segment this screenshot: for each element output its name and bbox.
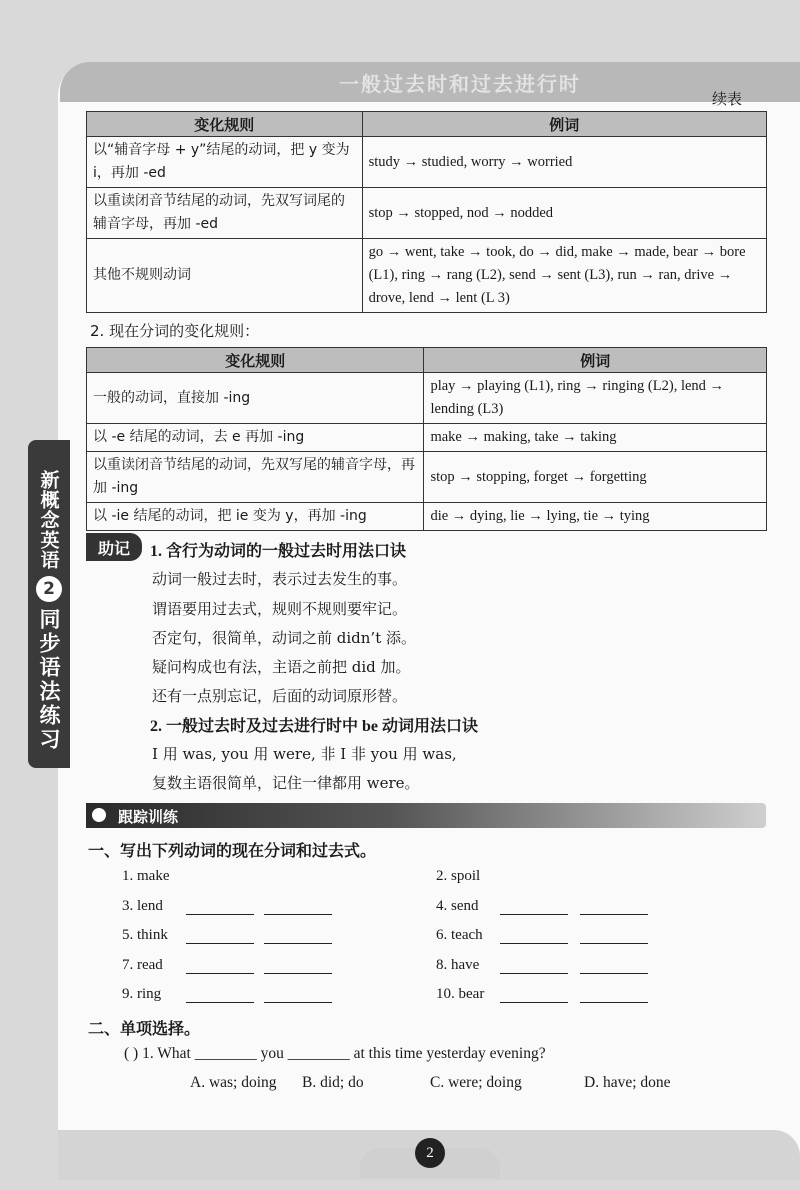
continued-label: 续表	[712, 90, 743, 108]
chapter-banner: 一般过去时和过去进行时	[339, 72, 581, 96]
mc-question-stem: ( ) 1. What ________ you ________ at this time yesterday evening?	[124, 1045, 546, 1062]
memo-title-1: 1. 含行为动词的一般过去时用法口诀	[150, 543, 407, 560]
answer-blank[interactable]	[500, 943, 568, 944]
table2-header-example: 例词	[424, 348, 767, 373]
table1-rule: 其他不规则动词	[87, 239, 363, 313]
side-tab-subtitle: 同步语法练习	[37, 608, 61, 752]
table2-header-rule: 变化规则	[87, 348, 424, 373]
table2-rule: 以 -ie 结尾的动词，把 ie 变为 y，再加 -ing	[87, 503, 424, 531]
memo-line: 复数主语很简单，记住一律都用 were。	[152, 774, 420, 792]
bullet-dot-icon	[92, 808, 106, 822]
exercise-word: 6. teach	[436, 927, 483, 943]
exercise-word: 8. have	[436, 957, 480, 973]
answer-blank[interactable]	[580, 943, 648, 944]
answer-blank[interactable]	[186, 973, 254, 974]
memo-tag: 助记	[86, 533, 142, 561]
table1-example: go → went, take → took, do → did, make → made, bear → bore (L1), ring → rang (L2), send → sent (L3), run → ran, drive → drove, lend → lent (L 3)	[362, 239, 766, 313]
training-title: 跟踪训练	[118, 808, 179, 826]
side-tab-title: 新概念英语	[37, 470, 60, 570]
mc-option-d[interactable]: D. have; done	[584, 1074, 671, 1091]
section2-title: 2. 现在分词的变化规则：	[90, 322, 260, 340]
answer-blank[interactable]	[264, 973, 332, 974]
mc-option-c[interactable]: C. were; doing	[430, 1074, 522, 1091]
table1-example: study → studied, worry → worried	[362, 137, 766, 188]
table2-example: stop → stopping, forget → forgetting	[424, 452, 767, 503]
exercise-word: 5. think	[122, 927, 168, 943]
memo-line: 疑问构成也有法，主语之前把 did 加。	[152, 658, 411, 676]
training-section-bar	[86, 803, 766, 828]
exercise-word: 7. read	[122, 957, 163, 973]
table2-rule: 以 -e 结尾的动词，去 e 再加 -ing	[87, 424, 424, 452]
table2-rule: 以重读闭音节结尾的动词，先双写尾的辅音字母，再加 -ing	[87, 452, 424, 503]
question2-heading: 二、单项选择。	[88, 1019, 201, 1038]
answer-blank[interactable]	[580, 1002, 648, 1003]
exercise-word: 1. make	[122, 868, 170, 884]
memo-line: I 用 was, you 用 were, 非 I 非 you 用 was,	[152, 745, 457, 763]
answer-blank[interactable]	[186, 1002, 254, 1003]
table2-example: make → making, take → taking	[424, 424, 767, 452]
table2-example: play → playing (L1), ring → ringing (L2), lend → lending (L3)	[424, 373, 767, 424]
answer-blank[interactable]	[580, 914, 648, 915]
table1-example: stop → stopped, nod → nodded	[362, 188, 766, 239]
memo-line: 动词一般过去时，表示过去发生的事。	[152, 570, 408, 588]
exercise-word: 10. bear	[436, 986, 485, 1002]
present-participle-rules-table	[86, 347, 767, 531]
exercise-word: 3. lend	[122, 898, 163, 914]
answer-blank[interactable]	[500, 1002, 568, 1003]
answer-blank[interactable]	[264, 943, 332, 944]
page-number: 2	[415, 1138, 445, 1168]
answer-blank[interactable]	[186, 943, 254, 944]
exercise-word: 2. spoil	[436, 868, 481, 884]
memo-line: 谓语要用过去式，规则不规则要牢记。	[152, 600, 408, 618]
volume-number-badge: 2	[36, 576, 62, 602]
table2-rule: 一般的动词，直接加 -ing	[87, 373, 424, 424]
table2-example: die → dying, lie → lying, tie → tying	[424, 503, 767, 531]
table1-rule: 以“辅音字母 + y”结尾的动词，把 y 变为 i，再加 -ed	[87, 137, 363, 188]
past-tense-rules-table	[86, 111, 767, 313]
book-side-tab	[28, 440, 70, 768]
answer-blank[interactable]	[580, 973, 648, 974]
memo-line: 还有一点别忘记，后面的动词原形替。	[152, 687, 408, 705]
answer-blank[interactable]	[186, 914, 254, 915]
answer-blank[interactable]	[500, 914, 568, 915]
answer-blank[interactable]	[264, 1002, 332, 1003]
table1-header-rule: 变化规则	[87, 112, 363, 137]
memo-title-2: 2. 一般过去时及过去进行时中 be 动词用法口诀	[150, 718, 479, 735]
answer-blank[interactable]	[264, 914, 332, 915]
mc-option-b[interactable]: B. did; do	[302, 1074, 364, 1091]
table1-header-example: 例词	[362, 112, 766, 137]
answer-blank[interactable]	[500, 973, 568, 974]
exercise-word: 4. send	[436, 898, 479, 914]
mc-option-a[interactable]: A. was; doing	[190, 1074, 277, 1091]
table1-rule: 以重读闭音节结尾的动词，先双写词尾的辅音字母，再加 -ed	[87, 188, 363, 239]
memo-line: 否定句，很简单，动词之前 didn’t 添。	[152, 629, 416, 647]
question1-heading: 一、写出下列动词的现在分词和过去式。	[88, 841, 377, 860]
exercise-word: 9. ring	[122, 986, 162, 1002]
